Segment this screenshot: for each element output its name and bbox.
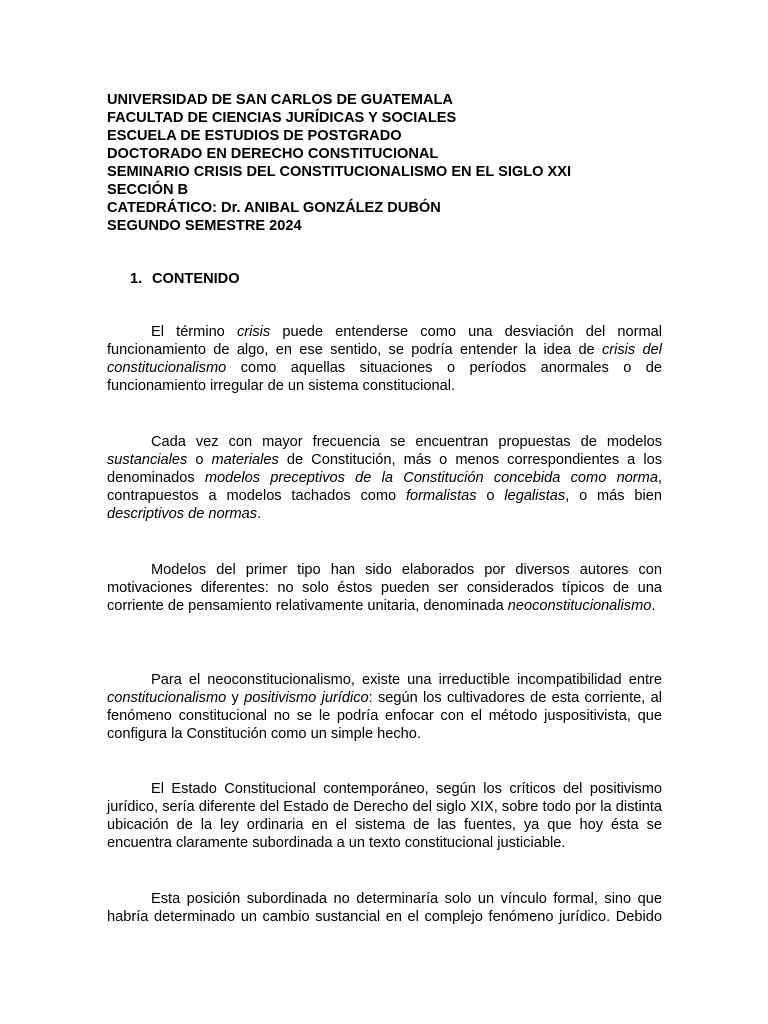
paragraph-4: [107, 671, 662, 743]
header-line-faculty: FACULTAD DE CIENCIAS JURÍDICAS Y SOCIALES: [107, 110, 457, 126]
section-heading: [130, 270, 240, 288]
paragraph-text: puede entenderse como una desviación del normal funcionamiento de algo, en ese sentido, se podría entender la idea de: [107, 324, 662, 358]
italic-text: constitucionalismo: [107, 690, 227, 706]
paragraph-text: : según los cultivadores de esta corriente, al fenómeno constitucional no se le podría enfocar con el método juspositivista, que configura la Constitución como un simple hecho.: [107, 690, 662, 742]
italic-text: sustanciales: [107, 452, 188, 468]
italic-text: materiales: [211, 452, 279, 468]
paragraph-text: como aquellas situaciones o períodos anormales o de funcionamiento irregular de un sistema constitucional.: [107, 360, 662, 394]
paragraph-text: Cada vez con mayor frecuencia se encuentran propuestas de modelos: [151, 434, 662, 450]
italic-text: neoconstitucionalismo: [507, 598, 652, 614]
paragraph-2: [107, 433, 662, 523]
header-line-section: SECCIÓN B: [107, 182, 189, 198]
header-line-semester: SEGUNDO SEMESTRE 2024: [107, 218, 302, 234]
paragraph-1: [107, 323, 662, 395]
paragraph-text: o: [476, 488, 505, 504]
paragraph-6: [107, 890, 662, 926]
paragraph-text: .: [257, 506, 262, 522]
paragraph-text: Para el neoconstitucionalismo, existe una irreductible incompatibilidad entre: [151, 672, 662, 688]
paragraph-text: Modelos del primer tipo han sido elaborados por diversos autores con motivaciones diferentes: no solo éstos pueden ser considerados típicos de una corriente de pensamiento relativamente unitaria, denominada: [107, 562, 662, 614]
paragraph-text: o: [187, 452, 212, 468]
italic-text: modelos preceptivos de la Constitución concebida como norma: [204, 470, 658, 486]
paragraph-text: de Constitución, más o menos correspondientes a los denominados: [107, 452, 662, 486]
paragraph-text: Esta posición subordinada no determinaría solo un vínculo formal, sino que habría determinado un cambio sustancial en el complejo fenómeno jurídico. Debido: [107, 891, 662, 925]
italic-text: descriptivos de normas: [107, 506, 258, 522]
header-line-university: UNIVERSIDAD DE SAN CARLOS DE GUATEMALA: [107, 92, 453, 108]
header-line-seminar: SEMINARIO CRISIS DEL CONSTITUCIONALISMO EN EL SIGLO XXI: [107, 164, 572, 180]
paragraph-text: , contrapuestos a modelos tachados como: [107, 470, 662, 504]
italic-text: formalistas: [406, 488, 477, 504]
section-number: 1.: [130, 271, 143, 287]
document-header: [107, 91, 667, 235]
paragraph-text: El Estado Constitucional contemporáneo, según los críticos del positivismo jurídico, sería diferente del Estado de Derecho del siglo XIX, sobre todo por la distinta ubicación de la ley ordinaria en el sistema de las fuentes, ya que hoy ésta se encuentra claramente subordinada a un texto constitucional justiciable.: [107, 781, 662, 851]
paragraph-text: El término: [151, 324, 237, 340]
italic-text: legalistas: [504, 488, 566, 504]
header-line-school: ESCUELA DE ESTUDIOS DE POSTGRADO: [107, 128, 402, 144]
italic-text: crisis del constitucionalismo: [107, 342, 662, 376]
paragraph-3: [107, 561, 662, 615]
section-title: CONTENIDO: [152, 271, 240, 287]
header-line-doctorate: DOCTORADO EN DERECHO CONSTITUCIONAL: [107, 146, 439, 162]
paragraph-5: [107, 780, 662, 852]
paragraph-text: , o más bien: [565, 488, 662, 504]
header-line-professor: CATEDRÁTICO: Dr. ANIBAL GONZÁLEZ DUBÓN: [107, 200, 441, 216]
paragraph-text: y: [226, 690, 245, 706]
paragraph-text: .: [651, 598, 656, 614]
italic-text: crisis: [236, 324, 271, 340]
italic-text: positivismo jurídico: [244, 690, 369, 706]
